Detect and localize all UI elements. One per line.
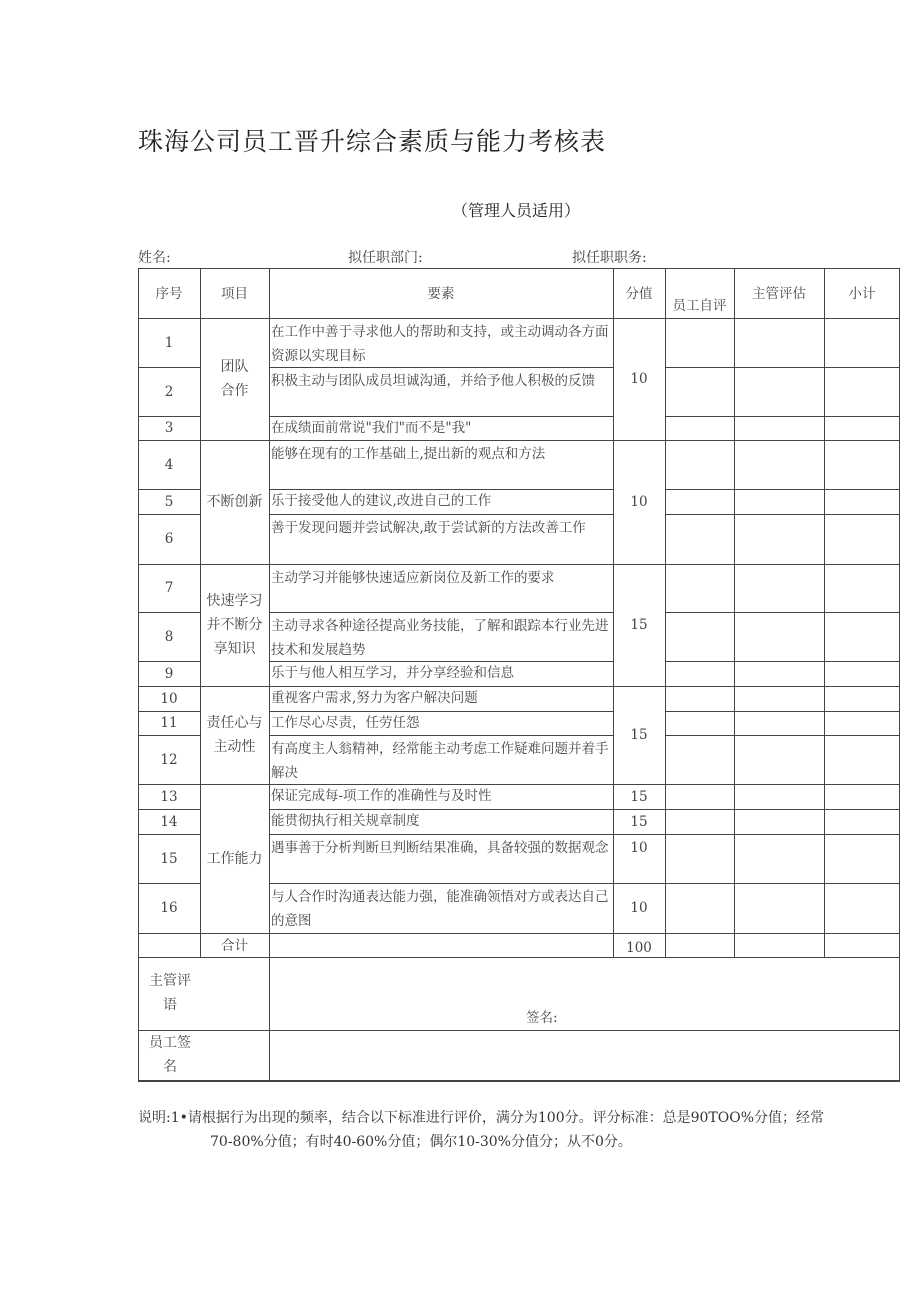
row-number: 15 (160, 850, 178, 867)
table-row-line (138, 612, 200, 613)
row-score: 15 (630, 788, 648, 805)
row-element-text: 遇事善于分析判断旦判断结果准确，具备较强的数据观念 (271, 840, 609, 856)
position-field-label: 拟任职职务: (572, 250, 647, 266)
table-row-line (665, 489, 900, 490)
row-score: 10 (630, 900, 648, 916)
table-row-line (665, 735, 900, 736)
row-element-text: 在工作中善于寻求他人的帮助和支持，或主动调动各方面资源以实现目标 (271, 324, 609, 364)
row-element-text: 在成绩面前常说"我们"而不是"我" (271, 420, 472, 436)
table-row-line (269, 883, 613, 884)
row-element-text: 积极主动与团队成员坦诚沟通，并给予他人积极的反馈 (271, 373, 595, 389)
table-row-line (665, 661, 900, 662)
table-row-line (138, 735, 200, 736)
table-row-line (200, 686, 269, 687)
row-number: 8 (164, 628, 174, 645)
table-row-line (138, 367, 200, 368)
row-number: 7 (164, 580, 174, 596)
table-row-line (665, 711, 900, 712)
row-number: 10 (160, 690, 178, 707)
header-manager-eval: 主管评估 (752, 286, 806, 302)
table-row-line (269, 612, 613, 613)
table-row-line (665, 564, 900, 565)
table-row-line (613, 440, 665, 441)
category-score: 15 (630, 727, 648, 743)
header-subtotal: 小计 (848, 286, 876, 302)
note-line-2: 70-80%分值；有时40-60%分值；偶尔10-30%分值分；从不0分。 (210, 1134, 632, 1150)
category-label: 责任心与主动性 (206, 715, 263, 755)
table-row-line (665, 416, 900, 417)
row-number: 4 (164, 456, 174, 473)
assessment-table (138, 268, 900, 1081)
total-score: 100 (626, 940, 652, 956)
row-element-text: 有高度主人翁精神，经常能主动考虑工作疑难问题并着手解决 (271, 741, 609, 781)
table-row-line (138, 834, 200, 835)
category-score: 15 (630, 617, 648, 633)
header-element: 要素 (427, 286, 455, 302)
row-number: 2 (164, 383, 174, 400)
row-element-text: 保证完成每-项工作的准确性与及时性 (271, 788, 492, 804)
row-element-text: 与人合作时沟通表达能力强，能准确领悟对方或表达自己的意图 (271, 889, 609, 929)
table-row-line (665, 612, 900, 613)
table-row-line (665, 367, 900, 368)
table-row-line (138, 564, 200, 565)
table-col-line (200, 268, 201, 957)
manager-sign-label: 签名: (526, 1010, 558, 1026)
row-element-text: 能够在现有的工作基础上,提出新的观点和方法 (271, 446, 546, 462)
row-element-text: 乐于与他人相互学习，并分享经验和信息 (271, 665, 514, 681)
row-number: 16 (160, 900, 178, 916)
row-element-text: 工作尽心尽责，任劳任怨 (271, 715, 420, 731)
row-number: 5 (164, 493, 174, 510)
row-number: 14 (160, 813, 178, 830)
dept-field-label: 拟任职部门: (348, 250, 423, 266)
table-row-line (665, 834, 900, 835)
row-number: 12 (160, 751, 178, 768)
category-label: 快速学习并不断分享知识 (206, 593, 263, 657)
table-row-line (269, 564, 613, 565)
category-label: 工作能力 (206, 850, 263, 867)
header-category: 项目 (221, 286, 248, 302)
note-line-1: 说明:1•请根据行为出现的频率，结合以下标准进行评价，满分为100分。评分标准：总是90TOO%分值；经常 (138, 1110, 825, 1126)
category-score: 10 (630, 494, 648, 510)
table-row-line (269, 735, 613, 736)
table-row-line (613, 564, 665, 565)
row-score: 15 (630, 813, 648, 830)
table-row-line (269, 933, 613, 934)
row-element-text: 乐于接受他人的建议,改进自己的工作 (271, 493, 492, 509)
table-row-line (138, 883, 200, 884)
table-row-line (269, 440, 613, 441)
row-number: 6 (164, 531, 174, 547)
row-number: 1 (164, 334, 174, 351)
page-title: 珠海公司员工晋升综合素质与能力考核表 (138, 127, 607, 156)
row-number: 9 (164, 665, 174, 682)
table-row-line (665, 514, 900, 515)
category-score: 10 (630, 371, 648, 387)
table-row-line (613, 883, 665, 884)
row-element-text: 善于发现问题并尝试解决,敢于尝试新的方法改善工作 (271, 520, 586, 536)
table-row-line (200, 440, 269, 441)
table-border-top (138, 268, 900, 269)
table-row-line (200, 564, 269, 565)
table-row-line (665, 686, 900, 687)
category-label: 团队合作 (220, 359, 249, 399)
row-score: 10 (630, 840, 648, 856)
category-label: 不断创新 (206, 494, 263, 510)
row-element-text: 主动学习并能够快速适应新岗位及新工作的要求 (271, 570, 555, 586)
table-row-line (138, 1030, 900, 1031)
table-row-line (613, 834, 665, 835)
row-number: 3 (164, 420, 174, 436)
table-row-line (138, 514, 200, 515)
table-row-line (665, 784, 900, 785)
row-element-text: 能贯彻执行相关规章制度 (271, 813, 420, 829)
row-element-text: 重视客户需求,努力为客户解决问题 (271, 690, 478, 706)
table-row-line (665, 440, 900, 441)
table-row-line (613, 686, 665, 687)
row-number: 13 (160, 788, 178, 805)
table-row-line (665, 809, 900, 810)
table-row-line (269, 514, 613, 515)
table-col-line (269, 957, 270, 1081)
table-row-line (138, 933, 200, 934)
table-row-line (665, 933, 900, 934)
table-row-line (200, 784, 269, 785)
total-label: 合计 (221, 938, 248, 954)
table-row-line (138, 318, 900, 319)
employee-sign-label: 员工签名 (149, 1035, 191, 1075)
row-element-text: 主动寻求各种途径提高业务技能，了解和跟踪本行业先进技术和发展趋势 (271, 618, 609, 658)
table-row-line (613, 933, 665, 934)
table-row-line (665, 883, 900, 884)
table-row-line (138, 1081, 900, 1082)
header-score: 分值 (625, 286, 653, 302)
table-row-line (138, 440, 200, 441)
header-seq: 序号 (155, 286, 183, 302)
row-number: 11 (160, 715, 178, 731)
manager-comment-label: 主管评语 (149, 973, 191, 1013)
table-border-right (899, 268, 900, 1081)
name-field-label: 姓名: (138, 250, 171, 266)
page-subtitle: （管理人员适用） (452, 201, 581, 220)
header-self-eval: 员工自评 (672, 298, 727, 314)
table-row-line (269, 834, 613, 835)
